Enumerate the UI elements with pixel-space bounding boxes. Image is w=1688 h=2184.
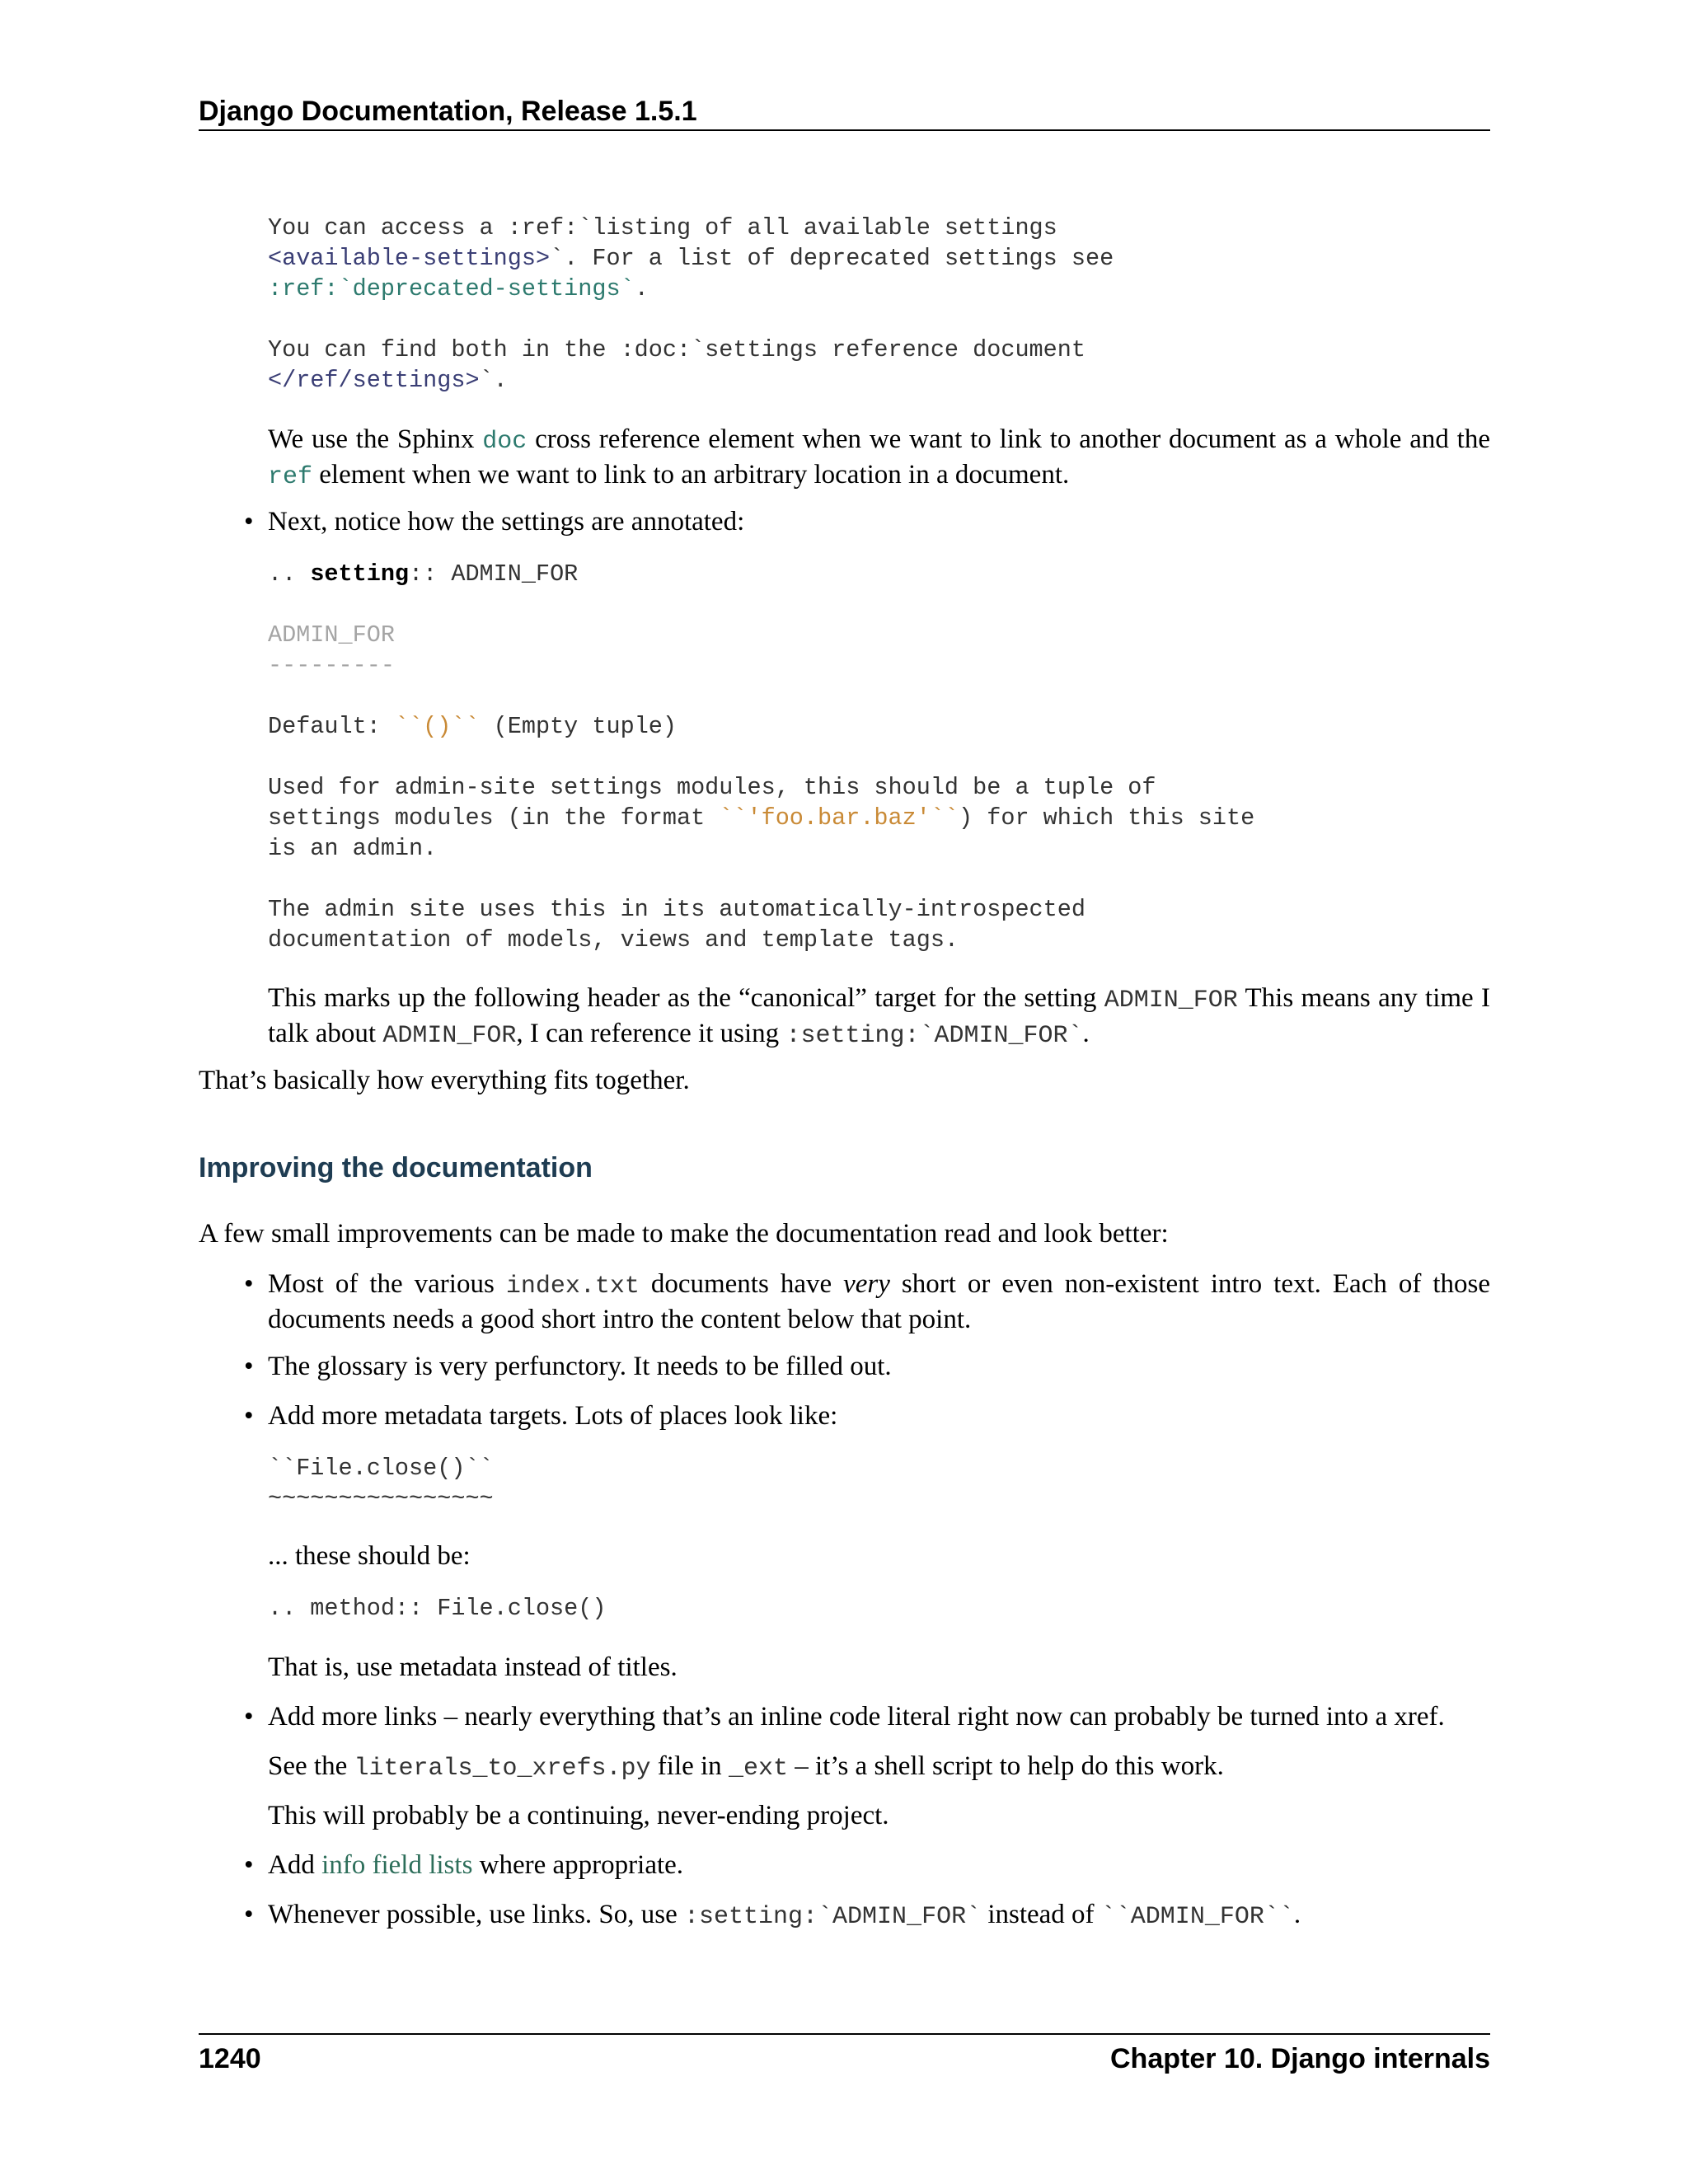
code-token: `. bbox=[479, 367, 508, 394]
paragraph-marks bbox=[268, 982, 1490, 1052]
paragraph-see-script bbox=[268, 1750, 1490, 1785]
code-line: --------- bbox=[268, 652, 395, 679]
list-item-text: The glossary is very perfunctory. It needs to be filled out. bbox=[268, 1352, 892, 1381]
text-run: element when we want to link to an arbitrary location in a document. bbox=[312, 460, 1070, 490]
list-item-metadata bbox=[244, 1399, 1490, 1432]
code-token: </ref/settings> bbox=[268, 367, 480, 394]
text-run: short or even non-existent intro text. Each of those documents needs a good short intro the content below that point. bbox=[268, 1269, 1490, 1334]
header-rule bbox=[199, 129, 1490, 131]
text-run: documents have bbox=[639, 1269, 844, 1299]
code-block-method bbox=[268, 1593, 1488, 1624]
code-token: ``()`` bbox=[394, 713, 480, 740]
text-run: This means any time I talk about bbox=[268, 983, 1490, 1048]
inline-code: index.txt bbox=[505, 1272, 640, 1301]
text-run: file in bbox=[650, 1751, 729, 1781]
section-heading: Improving the documentation bbox=[199, 1152, 593, 1183]
bullet-marker: • bbox=[244, 1702, 254, 1732]
code-token: (Empty tuple) bbox=[479, 713, 678, 740]
code-token: . bbox=[634, 275, 649, 302]
code-token: `. For a list of deprecated settings see bbox=[550, 245, 1114, 272]
running-header: Django Documentation, Release 1.5.1 bbox=[199, 96, 697, 127]
footer-rule bbox=[199, 2033, 1490, 2035]
code-line: You can find both in the :doc:`settings reference document bbox=[268, 336, 1085, 363]
emphasis: very bbox=[843, 1269, 890, 1299]
code-token: ) for which this site bbox=[959, 804, 1255, 832]
text-run: Add bbox=[268, 1850, 322, 1880]
list-item-use-links bbox=[244, 1898, 1490, 1933]
code-token: <available-settings> bbox=[268, 245, 551, 272]
inline-code: :setting:`ADMIN_FOR` bbox=[684, 1903, 982, 1931]
list-item-text: Add more metadata targets. Lots of places look like: bbox=[268, 1401, 838, 1431]
code-line: The admin site uses this in its automatically-introspected bbox=[268, 896, 1085, 923]
text-run: where appropriate. bbox=[472, 1850, 684, 1880]
bullet-marker: • bbox=[244, 1269, 254, 1299]
inline-code: ``ADMIN_FOR`` bbox=[1100, 1903, 1294, 1931]
code-line: You can access a :ref:`listing of all available settings bbox=[268, 214, 1057, 241]
list-item-glossary bbox=[244, 1350, 1490, 1383]
paragraph-use-metadata: That is, use metadata instead of titles. bbox=[268, 1652, 678, 1682]
text-run: See the bbox=[268, 1751, 354, 1781]
inline-code: :setting:`ADMIN_FOR` bbox=[785, 1022, 1083, 1050]
bullet-marker: • bbox=[244, 507, 254, 537]
paragraph-intro: A few small improvements can be made to make the documentation read and look better: bbox=[199, 1219, 1169, 1249]
text-run: – it’s a shell script to help do this work. bbox=[787, 1751, 1224, 1781]
list-item-links bbox=[244, 1700, 1490, 1733]
text-run: . bbox=[1082, 1019, 1090, 1048]
code-line: ``File.close()`` bbox=[268, 1455, 494, 1482]
chapter-title: Chapter 10. Django internals bbox=[1110, 2043, 1490, 2074]
code-token: Default: bbox=[268, 713, 395, 740]
code-token: .. bbox=[268, 560, 311, 588]
list-item-next bbox=[244, 505, 1490, 538]
inline-code-doc: doc bbox=[482, 428, 528, 456]
list-item-text: Add more links – nearly everything that’s an inline code literal right now can probably be turned into a xref. bbox=[268, 1702, 1445, 1732]
text-run: instead of bbox=[981, 1900, 1101, 1929]
paragraph-sphinx bbox=[268, 423, 1490, 494]
info-field-lists-link[interactable]: info field lists bbox=[321, 1850, 473, 1880]
code-line: ADMIN_FOR bbox=[268, 621, 395, 649]
list-item-text: Next, notice how the settings are annotated: bbox=[268, 507, 745, 537]
code-token: :: ADMIN_FOR bbox=[409, 560, 579, 588]
code-token: ``'foo.bar.baz'`` bbox=[719, 804, 959, 832]
inline-code: ADMIN_FOR bbox=[1104, 987, 1238, 1015]
code-line: ~~~~~~~~~~~~~~~~ bbox=[268, 1485, 494, 1512]
inline-code: _ext bbox=[728, 1755, 788, 1783]
text-run: Whenever possible, use links. So, use bbox=[268, 1900, 685, 1929]
code-line: .. method:: File.close() bbox=[268, 1595, 607, 1622]
code-token: settings modules (in the format bbox=[268, 804, 720, 832]
code-token: :ref:`deprecated-settings` bbox=[268, 275, 635, 302]
list-item-info-field bbox=[244, 1849, 1490, 1882]
bullet-marker: • bbox=[244, 1900, 254, 1929]
inline-code-ref: ref bbox=[268, 463, 313, 491]
text-run: cross reference element when we want to link to another document as a whole and the bbox=[527, 424, 1490, 454]
bullet-marker: • bbox=[244, 1352, 254, 1381]
page-number: 1240 bbox=[199, 2043, 261, 2074]
text-run: . bbox=[1293, 1900, 1301, 1929]
text-run: Most of the various bbox=[268, 1269, 506, 1299]
text-run: , I can reference it using bbox=[516, 1019, 786, 1048]
paragraph-never-ending: This will probably be a continuing, never-ending project. bbox=[268, 1801, 889, 1830]
code-line: documentation of models, views and template tags. bbox=[268, 926, 959, 954]
inline-code: ADMIN_FOR bbox=[382, 1022, 517, 1050]
inline-code: literals_to_xrefs.py bbox=[354, 1755, 651, 1783]
text-run: This marks up the following header as the “canonical” target for the setting bbox=[268, 983, 1104, 1013]
code-block-setting bbox=[268, 559, 1488, 955]
paragraph-basically: That’s basically how everything fits together. bbox=[199, 1066, 690, 1095]
code-token: setting bbox=[310, 560, 410, 588]
code-line: is an admin. bbox=[268, 835, 438, 862]
code-line: Used for admin-site settings modules, this should be a tuple of bbox=[268, 774, 1156, 801]
code-block-file-close bbox=[268, 1453, 1488, 1514]
text-run: We use the Sphinx bbox=[268, 424, 483, 454]
paragraph-these-should-be: ... these should be: bbox=[268, 1541, 471, 1571]
list-item-index-txt bbox=[244, 1268, 1490, 1336]
bullet-marker: • bbox=[244, 1850, 254, 1880]
bullet-marker: • bbox=[244, 1401, 254, 1431]
code-block-refs bbox=[268, 213, 1488, 396]
